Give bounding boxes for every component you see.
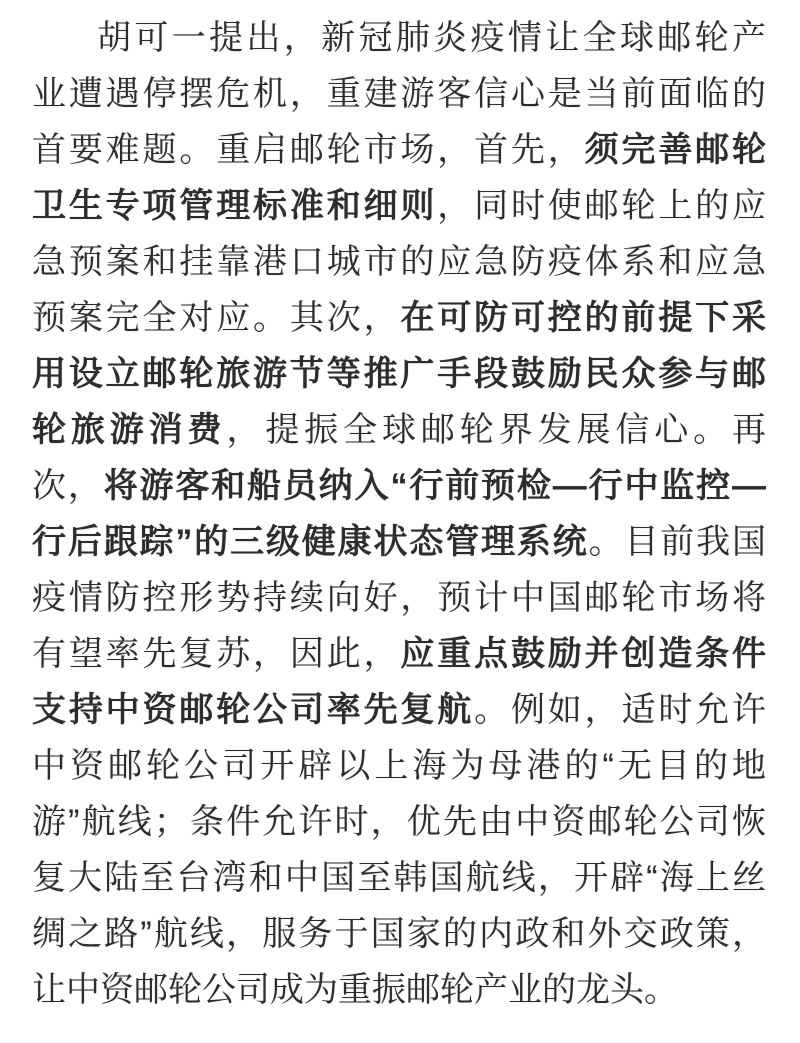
text-run: 次， xyxy=(32,467,104,505)
text-line xyxy=(32,570,766,626)
text-line xyxy=(32,906,766,962)
text-run: 急预案和挂靠港口城市的应急防疫体系和应急 xyxy=(32,243,766,281)
text-line xyxy=(32,458,766,514)
text-run-bold: 卫生专项管理标准和细则 xyxy=(32,187,438,225)
text-run-bold: 须完善邮轮 xyxy=(584,131,767,169)
text-line xyxy=(32,962,766,1018)
text-line xyxy=(32,66,766,122)
text-run: 有望率先复苏，因此， xyxy=(32,635,401,673)
text-line xyxy=(32,122,766,178)
text-line xyxy=(32,626,766,682)
text-run: ，提振全球邮轮界发展信心。再 xyxy=(226,411,767,449)
text-run: 游”航线；条件允许时，优先由中资邮轮公司恢 xyxy=(32,803,766,841)
text-line xyxy=(32,178,766,234)
text-line xyxy=(32,794,766,850)
text-line xyxy=(32,346,766,402)
text-line xyxy=(32,738,766,794)
text-run: 疫情防控形势持续向好，预计中国邮轮市场将 xyxy=(32,579,766,617)
text-run: 。例如，适时允许 xyxy=(474,691,767,729)
text-line xyxy=(32,682,766,738)
text-line xyxy=(32,234,766,290)
text-run-bold: 应重点鼓励并创造条件 xyxy=(400,635,767,673)
text-run-bold: 将游客和船员纳入“行前预检—行中监控— xyxy=(103,467,767,505)
text-run: 绸之路”航线，服务于国家的内政和外交政策， xyxy=(32,915,766,953)
text-run-bold: 在可防可控的前提下采 xyxy=(400,299,767,337)
text-run: ，同时使邮轮上的应 xyxy=(437,187,767,225)
text-run: 中资邮轮公司开辟以上海为母港的“无目的地 xyxy=(32,747,766,785)
text-run-bold: 轮旅游消费 xyxy=(32,411,227,449)
text-run: 复大陆至台湾和中国至韩国航线，开辟“海上丝 xyxy=(32,859,766,897)
text-line xyxy=(32,514,766,570)
text-run-bold: 用设立邮轮旅游节等推广手段鼓励民众参与邮 xyxy=(32,355,766,393)
text-line xyxy=(32,402,766,458)
text-run-bold: 支持中资邮轮公司率先复航 xyxy=(32,691,475,729)
text-run-bold: 行后跟踪”的三级健康状态管理系统 xyxy=(32,523,589,561)
text-line xyxy=(32,290,766,346)
text-run: 业遭遇停摆危机，重建游客信心是当前面临的 xyxy=(32,75,766,113)
text-run: 首要难题。重启邮轮市场，首先， xyxy=(32,131,585,169)
text-run: 。目前我国 xyxy=(588,523,767,561)
text-run: 胡可一提出，新冠肺炎疫情让全球邮轮产 xyxy=(97,19,766,57)
text-run: 预案完全对应。其次， xyxy=(32,299,401,337)
text-line xyxy=(32,850,766,906)
text-run: 让中资邮轮公司成为重振邮轮产业的龙头。 xyxy=(32,971,678,1009)
text-line xyxy=(32,10,766,66)
